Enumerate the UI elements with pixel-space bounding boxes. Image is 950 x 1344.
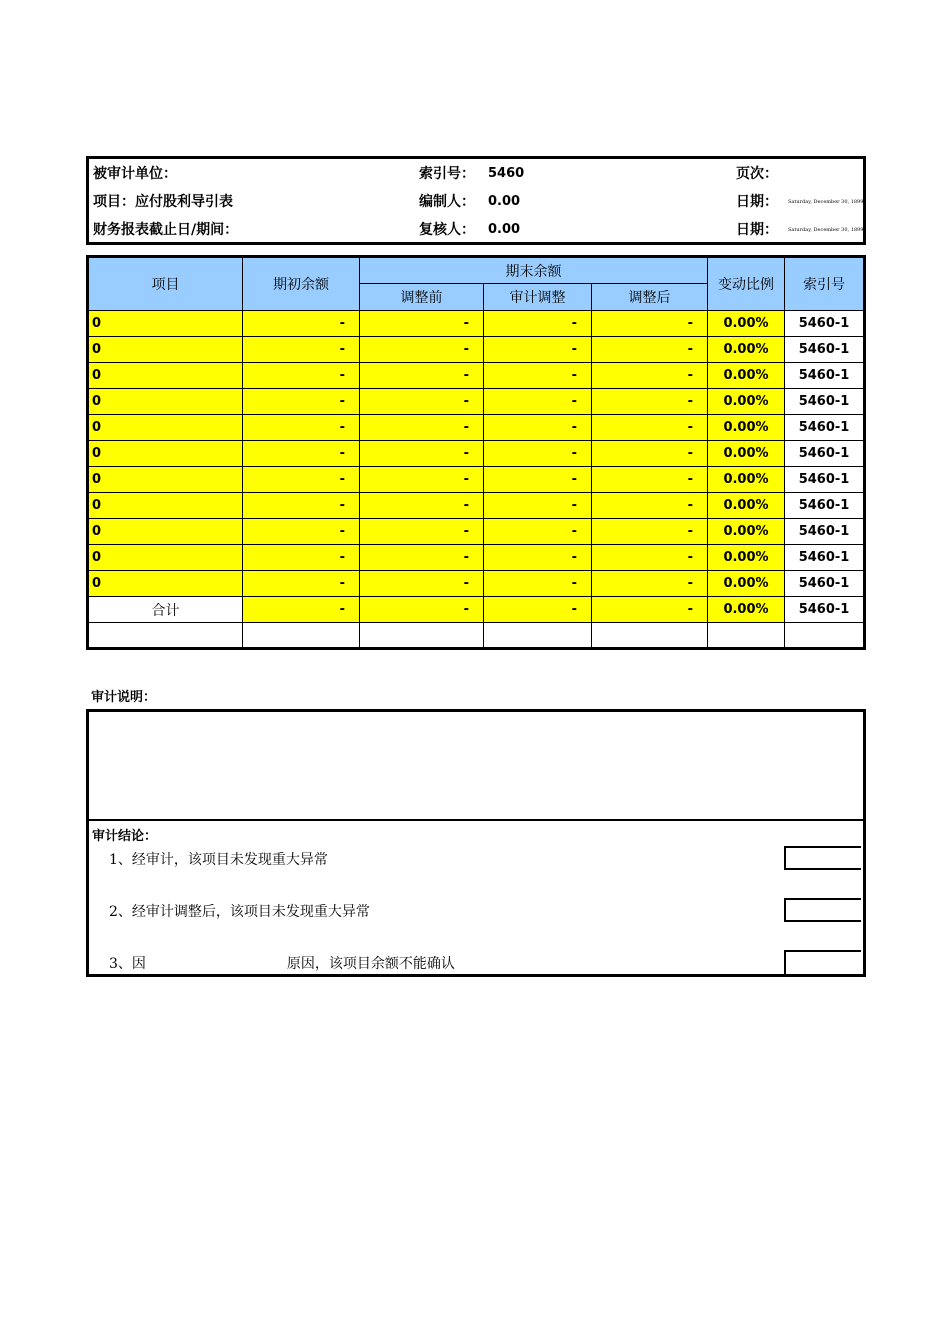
cell-after-adj[interactable]: - bbox=[592, 311, 708, 337]
cell-index[interactable]: 5460-1 bbox=[785, 493, 865, 519]
cell-opening[interactable]: - bbox=[243, 363, 360, 389]
cell-after-adj[interactable]: - bbox=[592, 337, 708, 363]
total-before-adj[interactable]: - bbox=[360, 597, 484, 623]
cell-audit-adj[interactable]: - bbox=[484, 363, 592, 389]
cell-item[interactable]: 0 bbox=[88, 363, 243, 389]
cell-opening[interactable]: - bbox=[243, 545, 360, 571]
header-row-1 bbox=[89, 159, 863, 187]
cell-audit-adj[interactable]: - bbox=[484, 571, 592, 597]
page-label: 页次： bbox=[736, 166, 778, 182]
cell-after-adj[interactable]: - bbox=[592, 493, 708, 519]
cell-audit-adj[interactable]: - bbox=[484, 441, 592, 467]
cell-index[interactable]: 5460-1 bbox=[785, 441, 865, 467]
cell-opening[interactable]: - bbox=[243, 571, 360, 597]
cell-audit-adj[interactable]: - bbox=[484, 519, 592, 545]
audit-conclusion-label: 审计结论： bbox=[92, 829, 158, 844]
cell-item[interactable]: 0 bbox=[88, 571, 243, 597]
conclusion-checkbox-1[interactable] bbox=[784, 846, 861, 870]
cell-opening[interactable]: - bbox=[243, 337, 360, 363]
col-header-audit-adj: 审计调整 bbox=[484, 284, 592, 311]
reviewer-value: 0.00 bbox=[488, 222, 521, 237]
cell-index[interactable]: 5460-1 bbox=[785, 571, 865, 597]
cell-index[interactable]: 5460-1 bbox=[785, 311, 865, 337]
cell-change-ratio[interactable]: 0.00% bbox=[708, 441, 785, 467]
cell-item[interactable]: 0 bbox=[88, 415, 243, 441]
cell-audit-adj[interactable]: - bbox=[484, 493, 592, 519]
total-change-ratio[interactable]: 0.00% bbox=[708, 597, 785, 623]
date-value-2: Saturday, December 30, 1899 bbox=[788, 227, 864, 233]
empty-cell[interactable] bbox=[243, 623, 360, 649]
preparer-value: 0.00 bbox=[488, 194, 521, 209]
preparer-label: 编制人： bbox=[419, 194, 475, 210]
conclusion-3-suffix: 原因，该项目余额不能确认 bbox=[286, 956, 455, 972]
conclusion-checkbox-2[interactable] bbox=[784, 898, 861, 922]
cell-index[interactable]: 5460-1 bbox=[785, 363, 865, 389]
empty-cell[interactable] bbox=[360, 623, 484, 649]
cell-index[interactable]: 5460-1 bbox=[785, 545, 865, 571]
header-row-3 bbox=[89, 215, 863, 243]
cell-item[interactable]: 0 bbox=[88, 311, 243, 337]
cell-before-adj[interactable]: - bbox=[360, 493, 484, 519]
table-row bbox=[88, 467, 865, 493]
table-row bbox=[88, 519, 865, 545]
cell-audit-adj[interactable]: - bbox=[484, 311, 592, 337]
cell-index[interactable]: 5460-1 bbox=[785, 467, 865, 493]
cell-after-adj[interactable]: - bbox=[592, 389, 708, 415]
cell-change-ratio[interactable]: 0.00% bbox=[708, 519, 785, 545]
index-label: 索引号： bbox=[419, 166, 475, 182]
col-header-change-ratio: 变动比例 bbox=[708, 257, 785, 311]
reviewer-label: 复核人： bbox=[419, 222, 475, 238]
audit-explanation-label: 审计说明： bbox=[91, 690, 157, 705]
header-row-2 bbox=[89, 187, 863, 215]
cell-before-adj[interactable]: - bbox=[360, 545, 484, 571]
notes-divider bbox=[89, 819, 863, 821]
col-header-closing: 期末余额 bbox=[360, 257, 708, 284]
empty-cell[interactable] bbox=[88, 623, 243, 649]
col-header-index: 索引号 bbox=[785, 257, 865, 311]
cell-change-ratio[interactable]: 0.00% bbox=[708, 337, 785, 363]
cell-before-adj[interactable]: - bbox=[360, 363, 484, 389]
cell-before-adj[interactable]: - bbox=[360, 415, 484, 441]
cell-after-adj[interactable]: - bbox=[592, 441, 708, 467]
empty-cell[interactable] bbox=[708, 623, 785, 649]
index-value: 5460 bbox=[488, 166, 525, 181]
period-label: 财务报表截止日/期间： bbox=[93, 222, 239, 238]
cell-opening[interactable]: - bbox=[243, 519, 360, 545]
cell-audit-adj[interactable]: - bbox=[484, 545, 592, 571]
cell-change-ratio[interactable]: 0.00% bbox=[708, 571, 785, 597]
total-audit-adj[interactable]: - bbox=[484, 597, 592, 623]
cell-change-ratio[interactable]: 0.00% bbox=[708, 493, 785, 519]
cell-index[interactable]: 5460-1 bbox=[785, 415, 865, 441]
cell-item[interactable]: 0 bbox=[88, 545, 243, 571]
cell-item[interactable]: 0 bbox=[88, 441, 243, 467]
project-label: 项目：应付股利导引表 bbox=[93, 194, 233, 210]
conclusion-3-prefix: 3、因 bbox=[109, 956, 146, 972]
report-header bbox=[86, 156, 866, 245]
cell-item[interactable]: 0 bbox=[88, 337, 243, 363]
table-row bbox=[88, 363, 865, 389]
date-label-2: 日期： bbox=[736, 222, 778, 238]
table-row bbox=[88, 311, 865, 337]
cell-after-adj[interactable]: - bbox=[592, 363, 708, 389]
cell-opening[interactable]: - bbox=[243, 415, 360, 441]
guide-table bbox=[86, 255, 866, 650]
cell-audit-adj[interactable]: - bbox=[484, 337, 592, 363]
cell-before-adj[interactable]: - bbox=[360, 311, 484, 337]
cell-change-ratio[interactable]: 0.00% bbox=[708, 467, 785, 493]
cell-audit-adj[interactable]: - bbox=[484, 467, 592, 493]
cell-opening[interactable]: - bbox=[243, 389, 360, 415]
audit-explanation-area[interactable] bbox=[89, 712, 863, 819]
col-header-before-adj: 调整前 bbox=[360, 284, 484, 311]
cell-before-adj[interactable]: - bbox=[360, 467, 484, 493]
cell-item[interactable]: 0 bbox=[88, 467, 243, 493]
empty-cell[interactable] bbox=[592, 623, 708, 649]
cell-opening[interactable]: - bbox=[243, 441, 360, 467]
table-row bbox=[88, 337, 865, 363]
cell-item[interactable]: 0 bbox=[88, 519, 243, 545]
total-after-adj[interactable]: - bbox=[592, 597, 708, 623]
cell-change-ratio[interactable]: 0.00% bbox=[708, 311, 785, 337]
cell-item[interactable]: 0 bbox=[88, 493, 243, 519]
cell-before-adj[interactable]: - bbox=[360, 441, 484, 467]
conclusion-checkbox-3[interactable] bbox=[784, 950, 861, 974]
cell-audit-adj[interactable]: - bbox=[484, 389, 592, 415]
table-row bbox=[88, 545, 865, 571]
date-label-1: 日期： bbox=[736, 194, 778, 210]
audit-notes-box bbox=[86, 709, 866, 977]
cell-after-adj[interactable]: - bbox=[592, 467, 708, 493]
table-row bbox=[88, 441, 865, 467]
empty-cell[interactable] bbox=[785, 623, 865, 649]
cell-opening[interactable]: - bbox=[243, 311, 360, 337]
cell-index[interactable]: 5460-1 bbox=[785, 519, 865, 545]
cell-item[interactable]: 0 bbox=[88, 389, 243, 415]
table-row bbox=[88, 415, 865, 441]
conclusion-option-1: 1、经审计，该项目未发现重大异常 bbox=[109, 852, 328, 868]
cell-after-adj[interactable]: - bbox=[592, 545, 708, 571]
table-row bbox=[88, 493, 865, 519]
cell-opening[interactable]: - bbox=[243, 467, 360, 493]
col-header-opening: 期初余额 bbox=[243, 257, 360, 311]
cell-before-adj[interactable]: - bbox=[360, 519, 484, 545]
empty-cell[interactable] bbox=[484, 623, 592, 649]
conclusion-option-3 bbox=[109, 953, 455, 973]
total-label: 合计 bbox=[88, 597, 243, 623]
cell-change-ratio[interactable]: 0.00% bbox=[708, 545, 785, 571]
cell-before-adj[interactable]: - bbox=[360, 337, 484, 363]
cell-change-ratio[interactable]: 0.00% bbox=[708, 389, 785, 415]
table-row bbox=[88, 389, 865, 415]
conclusion-option-2: 2、经审计调整后，该项目未发现重大异常 bbox=[109, 904, 370, 920]
total-opening[interactable]: - bbox=[243, 597, 360, 623]
date-value-1: Saturday, December 30, 1899 bbox=[788, 199, 864, 205]
cell-before-adj[interactable]: - bbox=[360, 389, 484, 415]
audited-unit-label: 被审计单位： bbox=[93, 166, 177, 182]
cell-after-adj[interactable]: - bbox=[592, 571, 708, 597]
cell-after-adj[interactable]: - bbox=[592, 519, 708, 545]
table-row bbox=[88, 571, 865, 597]
cell-change-ratio[interactable]: 0.00% bbox=[708, 415, 785, 441]
cell-index[interactable]: 5460-1 bbox=[785, 337, 865, 363]
cell-change-ratio[interactable]: 0.00% bbox=[708, 363, 785, 389]
total-index[interactable]: 5460-1 bbox=[785, 597, 865, 623]
cell-opening[interactable]: - bbox=[243, 493, 360, 519]
col-header-after-adj: 调整后 bbox=[592, 284, 708, 311]
cell-before-adj[interactable]: - bbox=[360, 571, 484, 597]
total-row bbox=[88, 597, 865, 623]
cell-index[interactable]: 5460-1 bbox=[785, 389, 865, 415]
col-header-item: 项目 bbox=[88, 257, 243, 311]
empty-row bbox=[88, 623, 865, 649]
cell-audit-adj[interactable]: - bbox=[484, 415, 592, 441]
cell-after-adj[interactable]: - bbox=[592, 415, 708, 441]
